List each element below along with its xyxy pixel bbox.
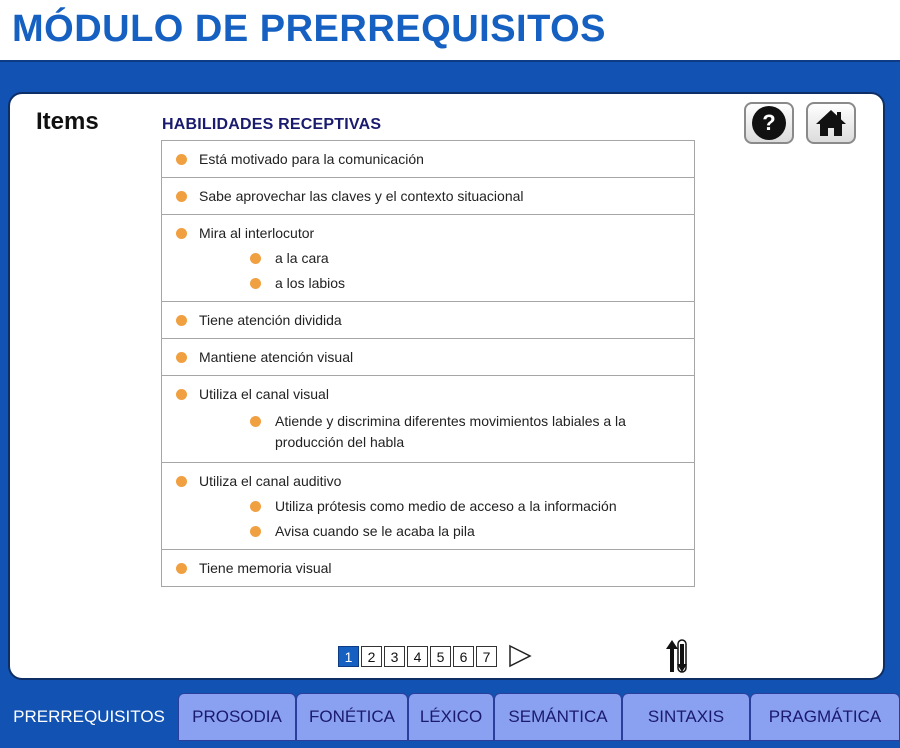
bullet-icon [176,389,187,400]
list-item [162,151,694,168]
tab-prerrequisitos[interactable]: PRERREQUISITOS [0,693,178,741]
item-text: Mantiene atención visual [199,349,354,365]
bullet-icon [176,476,187,487]
bullet-icon [176,352,187,363]
tab-léxico[interactable]: LÉXICO [408,693,494,741]
tab-pragmática[interactable]: PRAGMÁTICA [750,693,900,741]
sub-item-text: Avisa cuando se le acaba la pila [275,523,475,539]
page-number-4[interactable]: 4 [407,646,428,667]
table-row [162,214,694,301]
page-title: MÓDULO DE PRERREQUISITOS [12,8,607,50]
item-text: Está motivado para la comunicación [199,151,424,167]
sub-list-item [162,411,694,453]
pagination [338,646,497,667]
help-button[interactable] [744,102,794,144]
tab-sintaxis[interactable]: SINTAXIS [622,693,750,741]
table-row [162,338,694,375]
bullet-icon [176,191,187,202]
question-mark-icon: ? [752,106,786,140]
list-item [162,188,694,205]
item-text: Tiene atención dividida [199,312,342,328]
bullet-icon [176,315,187,326]
sort-arrows-icon [666,640,687,672]
item-text: Utiliza el canal auditivo [199,473,342,489]
sub-item-text: Atiende y discrimina diferentes movimientos labiales a la producción del habla [275,413,626,450]
bullet-icon [176,228,187,239]
next-page-button[interactable] [508,644,532,668]
sub-item-text: a los labios [275,275,346,291]
bullet-icon [176,154,187,165]
section-heading: HABILIDADES RECEPTIVAS [162,116,382,133]
sub-list-item [162,498,694,515]
tab-prosodia[interactable]: PROSODIA [178,693,296,741]
sub-list-item [162,523,694,540]
sub-list-item [162,250,694,267]
sub-item-text: a la cara [275,250,329,266]
triangle-right-icon [510,646,530,666]
page-number-3[interactable]: 3 [384,646,405,667]
list-item [162,560,694,577]
sort-toggle-button[interactable] [664,638,688,674]
bullet-icon [250,501,261,512]
list-item [162,225,694,242]
tab-fonética[interactable]: FONÉTICA [296,693,408,741]
table-row [162,141,694,177]
page-number-2[interactable]: 2 [361,646,382,667]
table-row [162,375,694,462]
items-table [161,140,695,587]
list-item [162,473,694,490]
table-row [162,177,694,214]
bullet-icon [250,526,261,537]
list-item [162,312,694,329]
bullet-icon [250,278,261,289]
page-number-5[interactable]: 5 [430,646,451,667]
bullet-icon [176,563,187,574]
bullet-icon [250,253,261,264]
table-row [162,301,694,338]
sub-list-item [162,275,694,292]
page-number-1[interactable]: 1 [338,646,359,667]
sub-item-text: Utiliza prótesis como medio de acceso a la información [275,498,617,514]
tab-semántica[interactable]: SEMÁNTICA [494,693,622,741]
bullet-icon [250,416,261,427]
item-text: Mira al interlocutor [199,225,315,241]
table-row [162,462,694,549]
item-text: Utiliza el canal visual [199,386,329,402]
item-text: Sabe aprovechar las claves y el contexto situacional [199,188,524,204]
page-number-7[interactable]: 7 [476,646,497,667]
list-item [162,386,694,403]
item-text: Tiene memoria visual [199,560,332,576]
page-number-6[interactable]: 6 [453,646,474,667]
home-button[interactable] [806,102,856,144]
items-label: Items [36,108,99,135]
module-tabs [0,692,900,748]
table-row [162,549,694,586]
home-icon [815,108,847,138]
list-item [162,349,694,366]
